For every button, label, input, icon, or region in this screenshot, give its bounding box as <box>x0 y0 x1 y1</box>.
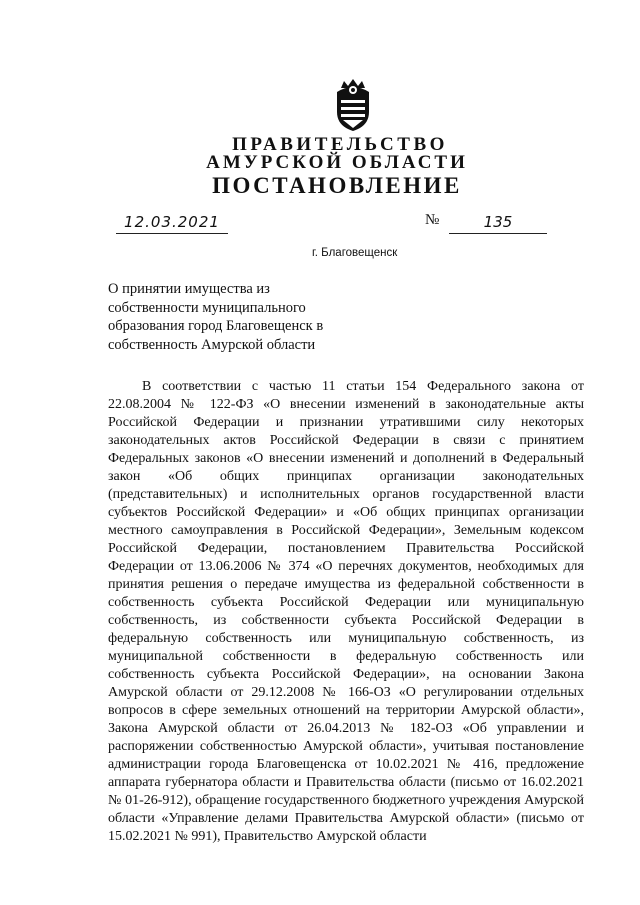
document-type-title: ПОСТАНОВЛЕНИЕ <box>212 173 462 198</box>
organization-line1: ПРАВИТЕЛЬСТВО <box>232 134 448 155</box>
body-paragraph: В соответствии с частью 11 статьи 154 Федерального закона от 22.08.2004 № 122-ФЗ «О внесении изменений в законодательные акты Российской Федерации и признании утратившими силу некоторых законодательных актов Российской Федерации в связи с принятием Федеральных законов «О внесении изменений и дополнений в Федеральный закон «Об общих принципах организации законодательных (представительных) и исполнительных органов государственной власти субъектов Российской Федерации» и «Об общих принципах организации местного самоуправления в Российской Федерации», Земельным кодексом Российской Федерации, постановлением Правительства Российской Федерации от 13.06.2006 № 374 «О перечнях документов, необходимых для принятия решения о передаче имущества из федеральной собственности в собственность субъекта Российской Федерации или муниципальную собственность, из собственности субъекта Российской Федерации в федеральную собственность или муниципальную собственность, из муниципальной собственности в федеральную собственность или собственность субъекта Российской Федерации», на основании Закона Амурской области от 29.12.2008 № 166-ОЗ «О регулировании отдельных вопросов в сфере земельных отношений на территории Амурской области», Закона Амурской области от 26.04.2013 № 182-ОЗ «Об управлении и распоряжении собственностью Амурской области», учитывая постановление администрации города Благовещенска от 10.02.2021 № 416, предложение аппарата губернатора области и Правительства области (письмо от 16.02.2021 № 01-26-912), обращение государственного бюджетного учреждения Амурской области «Управление делами Правительства Амурской области» (письмо от 15.02.2021 № 991), Правительство Амурской области <box>108 379 584 844</box>
document-date: 12.03.2021 <box>116 213 228 234</box>
coat-of-arms-icon <box>331 78 375 132</box>
organization-line2: АМУРСКОЙ ОБЛАСТИ <box>206 152 468 173</box>
city-line: г. Благовещенск <box>312 247 398 259</box>
document-number: 135 <box>449 213 547 234</box>
document-subject: О принятии имущества из собственности муниципального образования город Благовещенск в собственность Амурской области <box>108 281 324 353</box>
number-label: № <box>425 212 440 228</box>
